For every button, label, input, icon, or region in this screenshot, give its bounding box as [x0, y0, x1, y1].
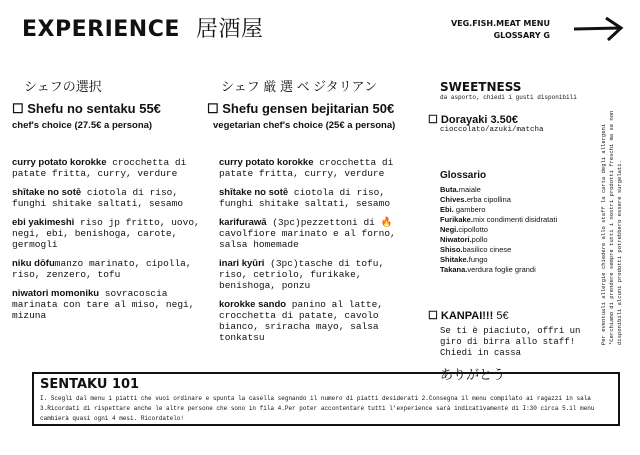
sentaku-instructions	[32, 372, 620, 426]
dish-name: karifurawā	[219, 217, 267, 228]
menu-item	[219, 258, 412, 291]
menu-item	[219, 157, 412, 179]
glossary-item	[440, 245, 598, 255]
kanpai-checkbox[interactable]	[428, 309, 598, 322]
sweetness-title: SWEETNESS	[440, 80, 522, 94]
dish-description: ciotola di riso, funghi shitake saltati, sesamo	[12, 187, 184, 209]
title-text: EXPERIENCE	[22, 17, 180, 42]
glossary-list	[440, 185, 598, 275]
glossary-item	[440, 225, 598, 235]
kanpai-price: 5€	[493, 310, 509, 322]
glossary-item	[440, 215, 598, 225]
dish-description: (3pc)pezzettoni di 🔥 cavolfiore marinato e al forno, salsa homemade	[219, 217, 396, 250]
dish-name: shītake no sotē	[219, 187, 289, 198]
menu-item	[12, 217, 212, 250]
glossary-definition: erba cipollina	[466, 195, 511, 204]
section-jp-heading: シェフ 厳 選 ベ ジタリアン	[221, 79, 378, 94]
dish-description: panino al latte, crocchetta di patate, cavolo bianco, sriracha mayo, salsa tonkatsu	[219, 299, 383, 343]
menu-item	[12, 258, 212, 280]
section-jp-heading: シェフの選択	[24, 79, 102, 94]
menu-item	[12, 288, 212, 321]
glossary-definition: maiale	[458, 185, 481, 194]
menu-item	[219, 299, 412, 343]
glossary-item	[440, 235, 598, 245]
glossary-term: Chives.	[440, 195, 467, 204]
arrow-right-icon[interactable]	[572, 16, 624, 42]
glossary-term: Ebi.	[440, 205, 454, 214]
kanpai-text: Se ti è piaciuto, offri un giro di birra allo staff! Chiedi in cassa	[440, 326, 581, 358]
glossary-definition: basilico cinese	[462, 245, 512, 254]
sweetness-section	[428, 80, 598, 383]
glossary-term: Niwatori.	[440, 235, 472, 244]
glossary-term: Furikake.	[440, 215, 473, 224]
dish-description: manzo marinato, cipolla, riso, zenzero, tofu	[12, 258, 192, 280]
vegetarian-section	[207, 76, 412, 351]
kanpai-label[interactable]: ☐ KANPAI!!!	[428, 310, 494, 322]
menu-nav[interactable]	[451, 18, 550, 42]
set-checkbox-label[interactable]: ☐ Shefu gensen bejitarian 50€	[207, 101, 395, 116]
glossary-definition: fungo	[468, 255, 488, 264]
sentaku-text: I. Scegli dal menu i piatti che vuoi ordinare e spunta la casella segnando il numero di piatti desiderati 2.Consegna il menu compilato ai ragazzi in sala 3.Ricordati di rispettare anche le altre persone che sono in fila 4.Per poter accontentare tutti l'experience sarà indicativamente di I:30 circa 5.il menu cambierà quasi ogni 4 mesi. Ricordatelo!	[40, 395, 595, 422]
glossary-term: Shitake.	[440, 255, 469, 264]
dorayaki-flavors: cioccolato/azuki/matcha	[440, 126, 544, 134]
glossary-item	[440, 205, 598, 215]
glossary-definition: mix condimenti disidratati	[472, 215, 558, 224]
dish-name: niku dōfu	[12, 258, 55, 269]
sweetness-note: da asporto, chiedi i gusti disponibili	[440, 94, 577, 101]
glossary-term: Shiso.	[440, 245, 463, 254]
glossary-definition: verdura foglie grandi	[467, 265, 536, 274]
sentaku-title: SENTAKU 101	[40, 377, 140, 392]
dish-name: curry potato korokke	[219, 157, 314, 168]
nav-line-2[interactable]: GLOSSARY G	[493, 31, 550, 40]
chef-choice-section	[12, 76, 212, 329]
set-subtitle: vegetarian chef's choice (25€ a persona)	[213, 120, 396, 131]
glossary-item	[440, 255, 598, 265]
dish-description: riso jp fritto, uovo, negi, ebi, benishoga, carote, germogli	[12, 217, 200, 250]
set-checkbox-label[interactable]: ☐ Shefu no sentaku 55€	[12, 101, 161, 116]
dish-name: shītake no sotē	[12, 187, 82, 198]
glossary-definition: gambero	[453, 205, 486, 214]
dish-description: crocchetta di patate fritta, curry, verdure	[219, 157, 394, 179]
dish-description: sovracoscia marinata con tare al miso, negi, mizuna	[12, 288, 195, 321]
glossary-item	[440, 185, 598, 195]
dish-description: crocchetta di patate fritta, curry, verdure	[12, 157, 187, 179]
dorayaki-checkbox[interactable]: ☐ Dorayaki 3.50€	[428, 114, 518, 126]
glossary-title: Glossario	[440, 170, 487, 181]
glossary-item	[440, 265, 598, 275]
dish-name: korokke sando	[219, 299, 287, 310]
menu-item	[12, 157, 212, 179]
dish-name: inari kyūri	[219, 258, 265, 269]
allergy-line: disponibili alcuni prodotti potrebbero essere surgelati.	[616, 160, 623, 345]
glossary-term: Takana.	[440, 265, 468, 274]
dish-name: curry potato korokke	[12, 157, 107, 168]
dish-name: niwatori momoniku	[12, 288, 100, 299]
allergy-line: *Cerchiamo di prendere sempre tutti i nostri prodotti freschi ma se non	[608, 110, 615, 345]
glossary-term: Negi.	[440, 225, 459, 234]
menu-item	[12, 187, 212, 209]
title-jp: 居酒屋	[195, 17, 264, 42]
allergy-line: Per eventuali allergie chiedere allo staff la carta degli allergeni	[600, 123, 607, 345]
allergy-note	[600, 100, 624, 345]
dish-description: (3pc)tasche di tofu, riso, cetriolo, furikake, benishoga, ponzu	[219, 258, 385, 291]
glossary-definition: pollo	[471, 235, 488, 244]
arigato-text: ありがとう	[440, 367, 506, 382]
nav-line-1[interactable]: VEG.FISH.MEAT MENU	[450, 19, 550, 28]
dish-description: ciotola di riso, funghi shitake saltati, sesamo	[219, 187, 391, 209]
menu-item	[219, 217, 412, 250]
page-title	[22, 12, 263, 43]
dish-name: ebi yakimeshi	[12, 217, 75, 228]
glossary-item	[440, 195, 598, 205]
set-subtitle: chef's choice (27.5€ a persona)	[12, 120, 153, 131]
glossary-definition: cipollotto	[458, 225, 488, 234]
glossary-term: Buta.	[440, 185, 459, 194]
menu-item	[219, 187, 412, 209]
